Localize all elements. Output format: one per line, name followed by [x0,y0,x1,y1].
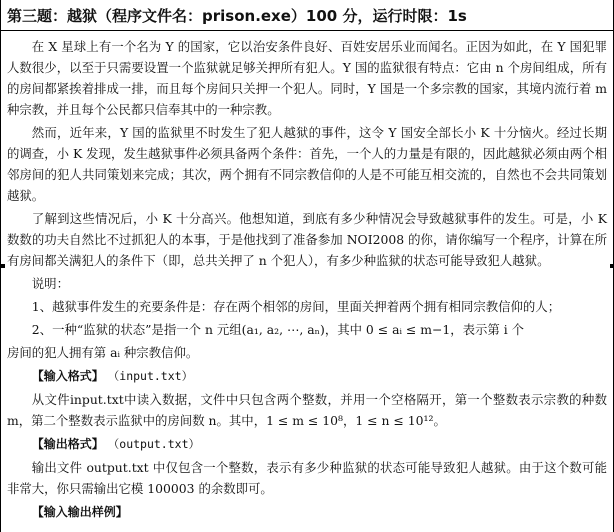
margin-mark-left [1,264,5,268]
problem-body [7,36,607,525]
paragraph-background: 在 X 星球上有一个名为 Y 的国家，它以治安条件良好、百姓安居乐业而闻名。正因为如此，在 Y 国犯罪人数很少，以至于只需要设置一个监狱就足够关押所有犯人。Y 国的监狱很有特点：它由 n 个房间组成，所有的房间都紧挨着排成一排，而且每个房间只关押一个犯人。同时，Y 国是一个多宗教的国家，其境内流行着 m 种宗教，并且每个公民都只信奉其中的一种宗教。 [7,39,607,117]
output-file-name: （output.txt） [107,437,201,451]
problem-title: 第三题：越狱（程序文件名：prison.exe）100 分，运行时限：1s [7,6,467,25]
note-item-2-line2: 房间的犯人拥有第 aᵢ 种宗教信仰。 [7,345,199,360]
output-format-label: 【输出格式】 [31,437,104,451]
note-label: 说明： [31,276,69,291]
paragraph-task: 了解到这些情况后，小 K 十分高兴。他想知道，到底有多少种情况会导致越狱事件的发生。可是，小 K 数数的功夫自然比不过抓犯人的本事，于是他找到了准备参加 NOI2008 的你，请你编写一个程序，计算在所有房间都关满犯人的条件下（即，总共关押了 n 个犯人），有多少种监狱的状态可能导致犯人越狱。 [7,211,607,268]
sample-heading-label: 【输入输出样例】 [31,505,128,519]
input-format-label: 【输入格式】 [31,369,104,383]
output-format-body: 输出文件 output.txt 中仅包含一个整数，表示有多少种监狱的状态可能导致犯人越狱。由于这个数可能非常大，你只需输出它模 100003 的余数即可。 [7,460,607,496]
note-item-1: 1、越狱事件发生的充要条件是：存在两个相邻的房间，里面关押着两个拥有相同宗教信仰的人； [31,299,561,314]
margin-mark-right [610,264,614,268]
input-format-heading [7,365,607,387]
input-format-body: 从文件input.txt中读入数据，文件中只包含两个整数，并用一个空格隔开，第一个整数表示宗教的种数 m，第二个整数表示监狱中的房间数 n。其中，1 ≤ m ≤ 10⁸，1 ≤ n ≤ 10¹²。 [7,392,607,428]
output-format-heading [7,433,607,455]
problem-title-bar [1,0,613,31]
sample-heading [7,501,607,523]
input-file-name: （input.txt） [107,369,194,383]
paragraph-escape-conditions: 然而，近年来，Y 国的监狱里不时发生了犯人越狱的事件，这令 Y 国安全部长小 K 十分恼火。经过长期的调查，小 K 发现，发生越狱事件必须具备两个条件：首先，一个人的力量是有限的，因此越狱必须由两个相邻房间的犯人共同策划来完成；其次，两个拥有不同宗教信仰的人是不可能互相交流的，自然也不会共同策划越狱。 [7,125,607,203]
note-item-2-line1: 2、一种“监狱的状态”是指一个 n 元组(a₁, a₂, ⋯, aₙ)，其中 0 ≤ aᵢ ≤ m−1，表示第 i 个 [31,322,525,337]
